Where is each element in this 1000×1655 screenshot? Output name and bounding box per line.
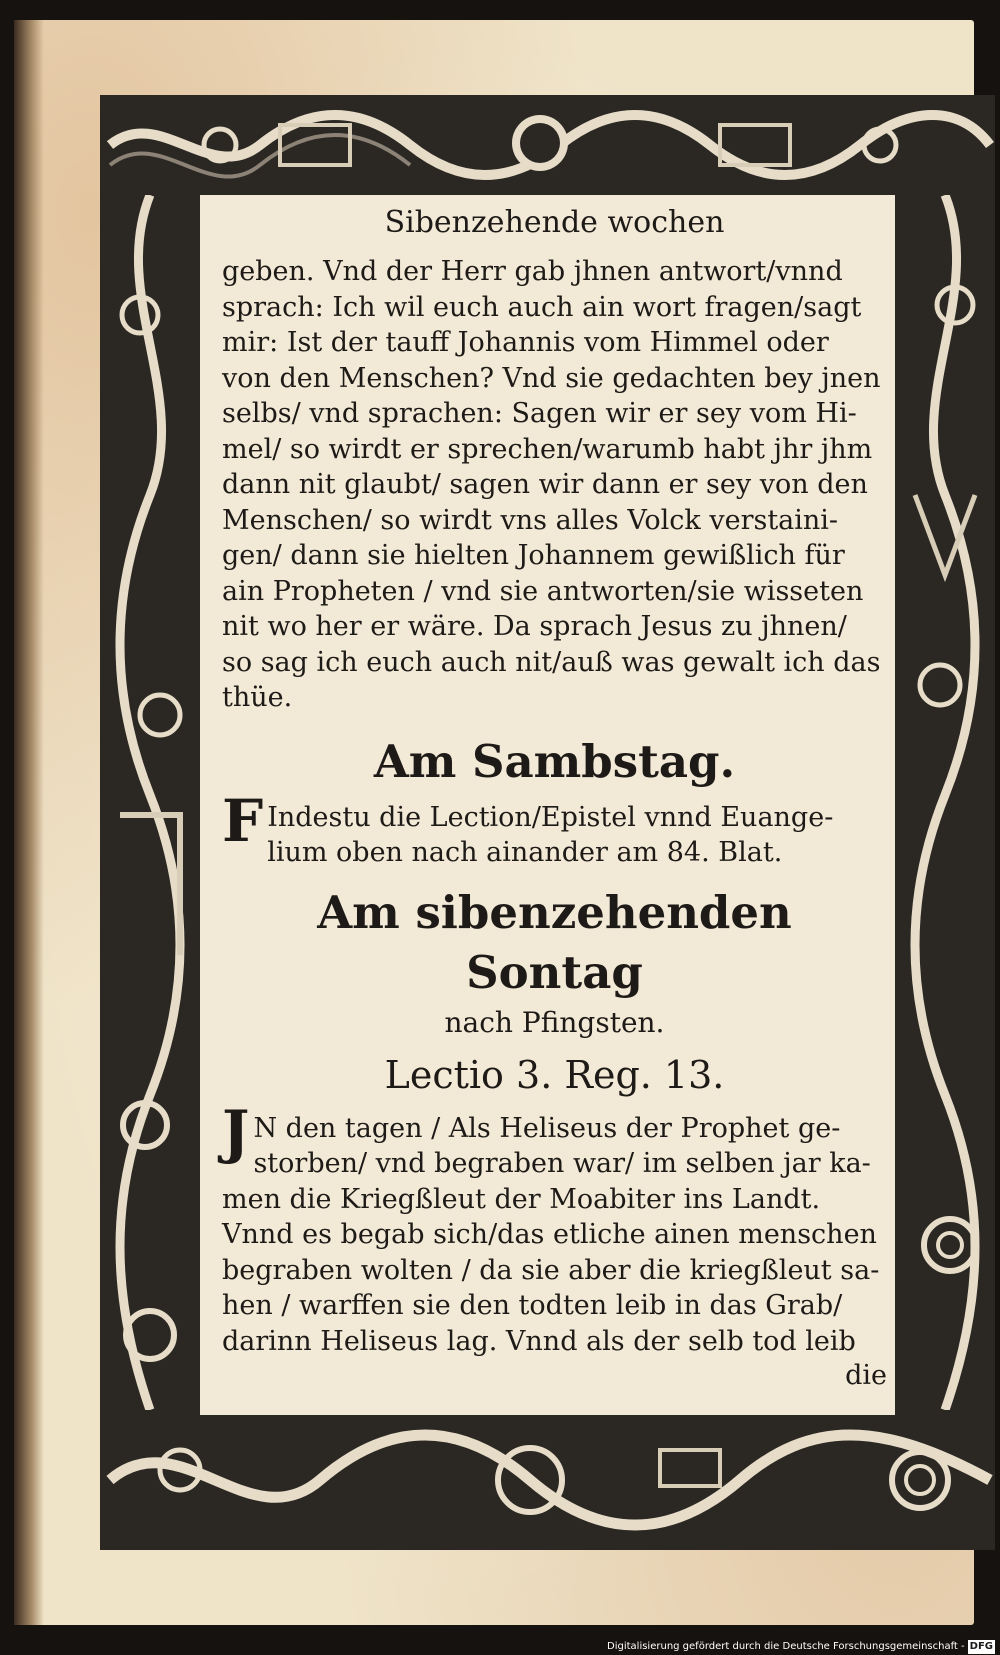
drop-cap: F: [222, 786, 264, 855]
lectio-paragraph: [222, 1097, 887, 1360]
text-line: selbs/ vnd sprachen: Sagen wir er sey vom Hi-: [222, 398, 857, 429]
text-line: men die Kriegßleut der Moabiter ins Landt.: [222, 1183, 821, 1215]
digitization-credit: [600, 1640, 995, 1655]
text-line: ain Propheten / vnd sie antworten/sie wisseten: [222, 575, 864, 607]
drop-cap: J: [222, 1097, 250, 1166]
woodcut-border-right: [895, 195, 995, 1410]
text-line: dann nit glaubt/ sagen wir dann er sey von den: [222, 469, 868, 500]
lectio-reference: Lectio 3. Reg. 13.: [384, 1052, 725, 1097]
woodcut-border-bottom: [100, 1410, 995, 1550]
text-line: nit wo her er wäre. Da sprach Jesus zu jhnen/: [222, 611, 847, 642]
text-line: Menschen/ so wirdt vns alles Volck verstaini-: [222, 504, 839, 536]
text-line: begraben wolten / da sie aber die kriegßleut sa-: [222, 1254, 880, 1286]
text-line: Indestu die Lection/Epistel vnnd Euange-: [267, 801, 834, 833]
subheading-sunday: nach Pfingsten.: [444, 1005, 665, 1039]
text-line: gen/ dann sie hielten Johannem gewißlich für: [222, 540, 845, 571]
text-line: thüe.: [222, 682, 293, 713]
heading-sunday: Am sibenzehenden Sontag: [317, 885, 792, 999]
text-line: geben. Vnd der Herr gab jhnen antwort/vnnd: [222, 256, 843, 287]
text-line: mel/ so wirdt er sprechen/warumb habt jhr jhm: [222, 433, 873, 465]
woodcut-border-top: [100, 95, 995, 195]
text-line: darinn Heliseus lag. Vnnd als der selb tod leib: [222, 1325, 856, 1357]
text-line: storben/ vnd begraben war/ im selben jar ka-: [253, 1148, 871, 1179]
text-line: von den Menschen? Vnd sie gedachten bey jnen: [222, 362, 881, 394]
woodcut-border-left: [100, 195, 200, 1410]
catchword: die: [845, 1360, 887, 1391]
page-text: [222, 200, 887, 1393]
gospel-continuation: [222, 254, 887, 716]
page-edge: [14, 20, 44, 1625]
saturday-paragraph: [222, 786, 887, 871]
running-title: Sibenzehende wochen: [384, 205, 725, 240]
text-line: lium oben nach ainander am 84. Blat.: [267, 837, 783, 868]
heading-saturday: Am Sambstag.: [373, 734, 736, 788]
text-line: sprach: Ich wil euch auch ain wort fragen/sagt: [222, 291, 862, 323]
text-line: mir: Ist der tauff Johannis vom Himmel oder: [222, 327, 829, 358]
text-line: hen / warffen sie den todten leib in das Grab/: [222, 1290, 843, 1321]
dfg-logo: DFG: [969, 1641, 993, 1652]
text-line: Vnnd es begab sich/das etliche ainen menschen: [222, 1219, 877, 1250]
text-line: so sag ich euch auch nit/auß was gewalt ich das: [222, 646, 881, 678]
text-line: N den tagen / Als Heliseus der Prophet ge-: [253, 1112, 841, 1144]
credit-text: Digitalisierung gefördert durch die Deutsche Forschungsgemeinschaft -: [607, 1641, 965, 1652]
